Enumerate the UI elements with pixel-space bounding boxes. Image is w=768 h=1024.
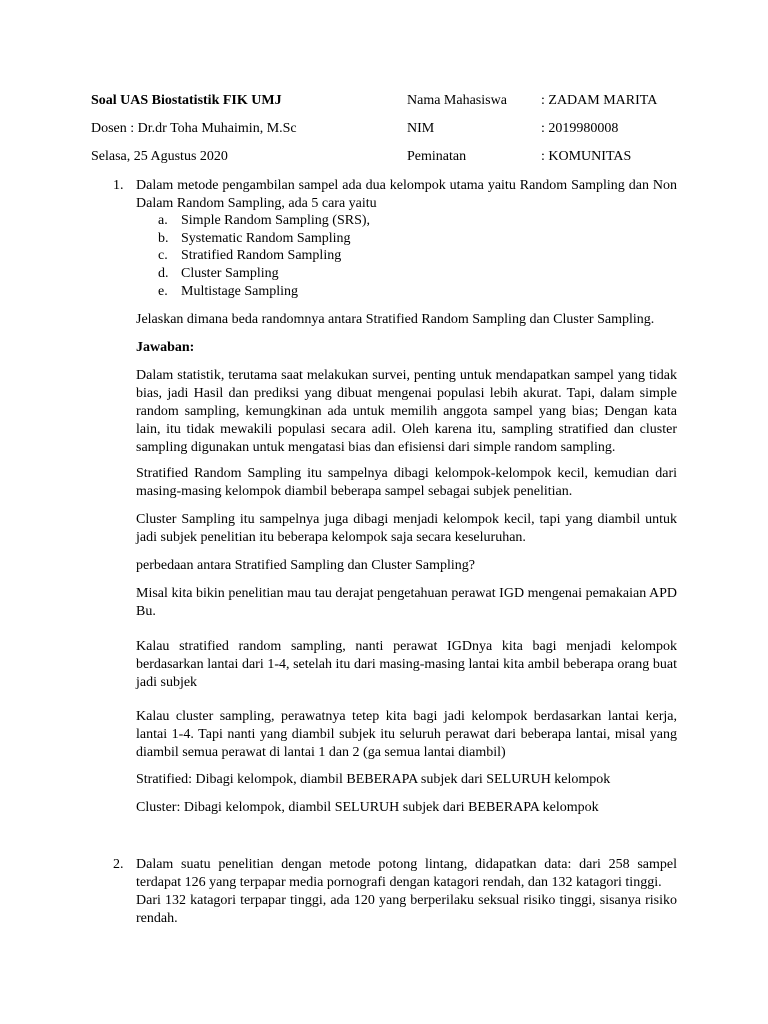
question-2-text bbox=[136, 856, 677, 928]
list-item-text: Simple Random Sampling (SRS), bbox=[181, 213, 371, 228]
date-line: Selasa, 25 Agustus 2020 bbox=[91, 149, 228, 164]
list-item-letter: b. bbox=[158, 231, 169, 246]
list-item-text: Multistage Sampling bbox=[181, 284, 299, 299]
answer-paragraph: Stratified: Dibagi kelompok, diambil BEBERAPA subjek dari SELURUH kelompok bbox=[136, 772, 611, 787]
lecturer-line: Dosen : Dr.dr Toha Muhaimin, M.Sc bbox=[91, 121, 297, 136]
question-2-number: 2. bbox=[113, 857, 124, 872]
nim-label: NIM bbox=[407, 121, 435, 136]
exam-title: Soal UAS Biostatistik FIK UMJ bbox=[91, 93, 282, 108]
answer-paragraph: perbedaan antara Stratified Sampling dan Cluster Sampling? bbox=[136, 558, 476, 573]
answer-paragraph: Cluster: Dibagi kelompok, diambil SELURUH subjek dari BEBERAPA kelompok bbox=[136, 800, 599, 815]
question-2-line-2: Dari 132 katagori terpapar tinggi, ada 120 yang berperilaku seksual risiko tinggi, sisanya risiko rendah. bbox=[136, 893, 677, 926]
list-item-letter: e. bbox=[158, 284, 168, 299]
answer-paragraph: Cluster Sampling itu sampelnya juga dibagi menjadi kelompok kecil, tapi yang diambil untuk jadi subjek penelitian itu beberapa kelompok saja secara keseluruhan. bbox=[136, 512, 677, 545]
student-name-label: Nama Mahasiswa bbox=[407, 93, 507, 108]
question-2-line-1: Dalam suatu penelitian dengan metode potong lintang, didapatkan data: dari 258 sampel terdapat 126 yang terpapar media pornografi dengan katagori rendah, dan 132 katagori tinggi. bbox=[136, 857, 677, 890]
list-item-letter: a. bbox=[158, 213, 168, 228]
list-item-text: Stratified Random Sampling bbox=[181, 248, 342, 263]
question-1-prompt: Jelaskan dimana beda randomnya antara Stratified Random Sampling dan Cluster Sampling. bbox=[136, 312, 655, 327]
answer-label: Jawaban: bbox=[136, 340, 195, 355]
answer-paragraph: Stratified Random Sampling itu sampelnya dibagi kelompok-kelompok kecil, kemudian dari masing-masing kelompok diambil beberapa sampel sebagai subjek penelitian. bbox=[136, 466, 677, 499]
answer-paragraph: Misal kita bikin penelitian mau tau derajat pengetahuan perawat IGD mengenai pemakaian APD Bu. bbox=[136, 586, 677, 619]
list-item-text: Systematic Random Sampling bbox=[181, 231, 351, 246]
list-item-letter: d. bbox=[158, 266, 169, 281]
answer-paragraph: Kalau cluster sampling, perawatnya tetep kita bagi jadi kelompok berdasarkan lantai kerja, lantai 1-4. Tapi nanti yang diambil subjek itu seluruh perawat dari beberapa lantai, misal yang diambil semua perawat di lantai 1 dan 2 (ga semua lantai diambil) bbox=[136, 709, 677, 760]
list-item-letter: c. bbox=[158, 248, 168, 263]
question-1-intro: Dalam metode pengambilan sampel ada dua kelompok utama yaitu Random Sampling dan Non Dalam Random Sampling, ada 5 cara yaitu bbox=[136, 178, 677, 211]
answer-paragraph: Dalam statistik, terutama saat melakukan survei, penting untuk mendapatkan sampel yang tidak bias, jadi Hasil dan prediksi yang dibuat mengenai populasi lebih akurat. Tapi, dalam simple random sampling, kemungkinan ada untuk memilih anggota sampel yang bias; Dengan kata lain, itu tidak mewakili populasi secara adil. Oleh karena itu, sampling stratified dan cluster sampling digunakan untuk mengatasi bias dan efisiensi dari simple random sampling. bbox=[136, 368, 677, 455]
major-value: : KOMUNITAS bbox=[541, 149, 632, 164]
major-label: Peminatan bbox=[407, 149, 467, 164]
nim-value: : 2019980008 bbox=[541, 121, 619, 136]
question-1-number: 1. bbox=[113, 178, 124, 193]
student-name-value: : ZADAM MARITA bbox=[541, 93, 658, 108]
list-item-text: Cluster Sampling bbox=[181, 266, 279, 281]
answer-paragraph: Kalau stratified random sampling, nanti perawat IGDnya kita bagi menjadi kelompok berdasarkan lantai dari 1-4, setelah itu dari masing-masing lantai kita ambil beberapa orang buat jadi subjek bbox=[136, 639, 677, 690]
